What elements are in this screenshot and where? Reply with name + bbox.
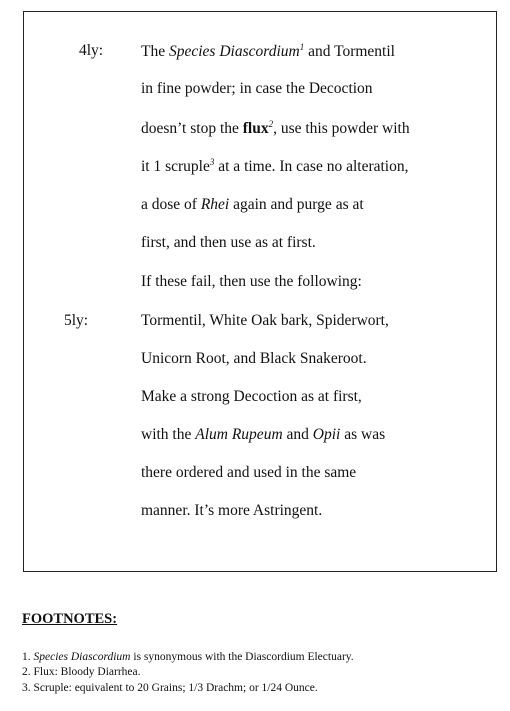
footnote-reference: 1 bbox=[299, 42, 305, 52]
recipe-box bbox=[23, 11, 497, 572]
step-5-line: there ordered and used in the same bbox=[141, 464, 357, 481]
step-4-line: first, and then use as at first. bbox=[141, 234, 316, 251]
footnote-reference: 3 bbox=[209, 157, 215, 167]
footnotes-heading: FOOTNOTES: bbox=[22, 611, 118, 627]
step-5-line: with the Alum Rupeum and Opii as was bbox=[141, 426, 386, 443]
step-4-line: in fine powder; in case the Decoction bbox=[141, 80, 373, 97]
step-5-line: Make a strong Decoction as at first, bbox=[141, 388, 362, 405]
italic-term: Alum Rupeum bbox=[195, 426, 283, 443]
step-4-line: If these fail, then use the following: bbox=[141, 273, 362, 290]
footnote-reference: 2 bbox=[268, 119, 274, 129]
bold-term: flux bbox=[242, 120, 269, 137]
italic-term: Rhei bbox=[200, 196, 230, 213]
step-4-line: doesn’t stop the flux$^2$, use this powder with bbox=[141, 119, 410, 137]
footnote-item: 2. Flux: Bloody Diarrhea. bbox=[22, 666, 141, 678]
step-5-line: manner. It’s more Astringent. bbox=[141, 502, 323, 519]
italic-term: Species Diascordium bbox=[33, 651, 131, 663]
step-4-line: The Species Diascordium$^1$ and Tormentil bbox=[141, 42, 395, 60]
footnote-item: 3. Scruple: equivalent to 20 Grains; 1/3 Drachm; or 1/24 Ounce. bbox=[22, 682, 318, 694]
step-4-line: a dose of Rhei again and purge as at bbox=[141, 196, 364, 213]
italic-term: Opii bbox=[312, 426, 341, 443]
step-5-marker: 5ly: bbox=[64, 312, 89, 329]
footnote-item: 1. Species Diascordium is synonymous with the Diascordium Electuary. bbox=[22, 651, 354, 663]
step-5-line: Tormentil, White Oak bark, Spiderwort, bbox=[141, 312, 389, 329]
step-5-line: Unicorn Root, and Black Snakeroot. bbox=[141, 350, 367, 367]
step-4-marker: 4ly: bbox=[79, 42, 104, 59]
italic-term: Species Diascordium bbox=[168, 43, 300, 60]
step-4-line: it 1 scruple$^3$ at a time. In case no alteration, bbox=[141, 157, 409, 175]
